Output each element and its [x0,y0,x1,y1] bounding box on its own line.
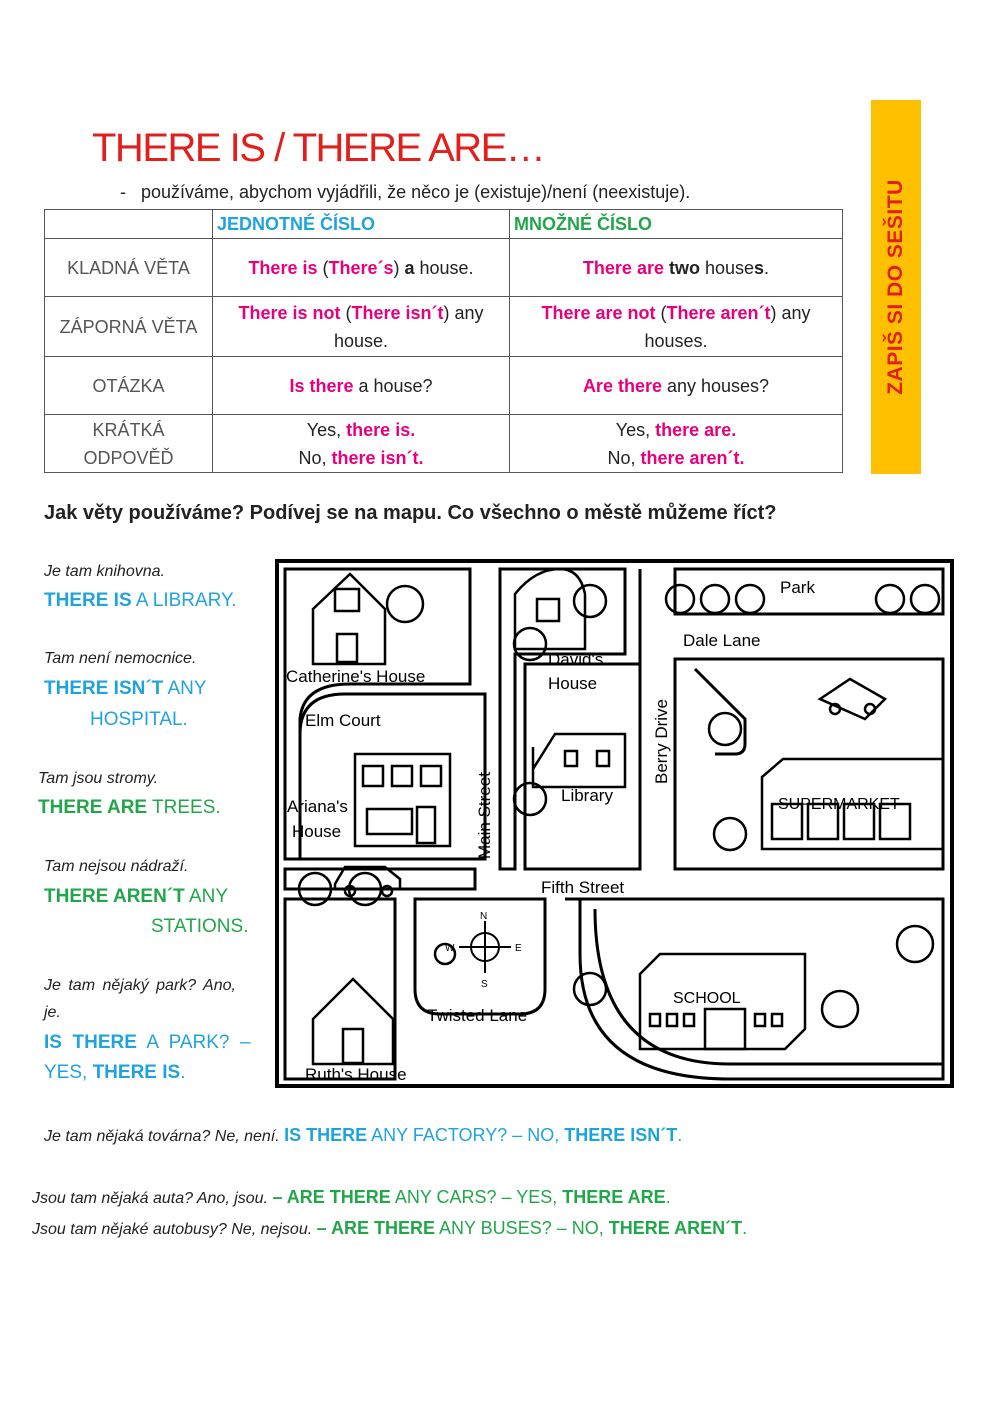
example-line: Jsou tam nějaká auta? Ano, jsou. – ARE THERE ANY CARS? – YES, THERE ARE. [32,1187,671,1207]
example-english: HOSPITAL. [90,709,188,730]
compass-e: E [515,943,522,954]
example-czech: Je tam nějaký park? Ano, [44,977,236,994]
block [565,899,943,1079]
map-label-supermarket: SUPERMARKET [778,796,900,813]
example-english: THERE IS A LIBRARY. [44,590,237,611]
ruths-house [313,979,393,1064]
compass-s: S [481,979,488,990]
map-label-main-street: Main Street [475,772,494,859]
map-label-catherine: Catherine's House [286,667,426,686]
catherines-house [313,574,385,664]
cell-question-plural: Are there any houses? [510,357,843,415]
example-english: THERE AREN´T ANY [44,886,229,907]
map-label-library: Library [561,786,613,805]
example-czech: Tam není nemocnice. [44,650,197,667]
map-label-davids: David's [548,650,604,669]
example-line: Je tam nějaká továrna? Ne, není. IS THERE ANY FACTORY? – NO, THERE ISN´T. [44,1125,683,1145]
cell-question-singular: Is there a house? [213,357,510,415]
town-map [275,559,955,1089]
map-label-twisted-lane: Twisted Lane [427,1006,528,1025]
example-czech: Tam nejsou nádraží. [44,858,189,875]
side-note: ZAPIŠ SI DO SEŠITU [884,179,907,395]
cell-short-singular: Yes, there is. No, there isn´t. [213,415,510,473]
page-title: THERE IS / THERE ARE… [92,126,545,170]
map-label-davids: House [548,674,598,693]
library-building [533,734,625,787]
header-singular: JEDNOTNÉ ČÍSLO [213,210,510,239]
table-row [45,357,843,415]
table-corner [45,210,213,239]
map-label-dale-lane: Dale Lane [683,631,761,650]
example-english: THERE ARE TREES. [38,797,221,818]
map-label-ruth: Ruth's House [305,1065,407,1084]
row-label: ZÁPORNÁ VĚTA [45,297,213,357]
example-czech: Je tam knihovna. [44,563,165,580]
compass-n: N [480,911,488,922]
header-plural: MNOŽNÉ ČÍSLO [510,210,843,239]
block [285,899,395,1079]
example-english: THERE ISN´T ANY [44,678,207,699]
cell-short-plural: Yes, there are. No, there aren´t. [510,415,843,473]
cell-positive-singular: There is (There´s) a house. [213,239,510,297]
road-edge [595,909,943,1064]
parking [695,669,745,754]
map-label-school: SCHOOL [673,990,741,1007]
example-english: IS THERE A PARK? – [44,1032,251,1053]
compass-icon [459,921,511,973]
table-row [45,210,843,239]
map-label-fifth-street: Fifth Street [541,878,625,897]
table-row [45,415,843,473]
car-icon [820,679,885,719]
example-english: STATIONS. [151,916,249,937]
map-label-ariana: Ariana's [287,797,348,816]
grammar-table [44,209,843,473]
car-icon [335,867,400,896]
map-label-ariana: House [292,822,342,841]
example-czech: je. [44,1004,61,1021]
row-label: KRÁTKÁ ODPOVĚĎ [45,415,213,473]
cell-negative-plural: There are not (There aren´t) any houses. [510,297,843,357]
table-row [45,297,843,357]
arianas-house [355,754,450,846]
block [500,569,625,869]
map-label-berry-drive: Berry Drive [652,698,671,784]
cell-negative-singular: There is not (There isn´t) any house. [213,297,510,357]
cell-positive-plural: There are two houses. [510,239,843,297]
map-question: Jak věty používáme? Podívej se na mapu. Co všechno o městě můžeme říct? [44,502,777,524]
row-label: KLADNÁ VĚTA [45,239,213,297]
row-label: OTÁZKA [45,357,213,415]
compass-w: W [445,943,455,954]
example-czech: Tam jsou stromy. [38,770,159,787]
map-label-park: Park [780,578,815,597]
davids-house [515,569,585,649]
subtitle: - používáme, abychom vyjádřili, že něco je (existuje)/není (neexistuje). [120,182,691,202]
table-row [45,239,843,297]
example-line: Jsou tam nějaké autobusy? Ne, nejsou. – ARE THERE ANY BUSES? – NO, THERE AREN´T. [32,1218,748,1238]
example-english: YES, THERE IS. [44,1062,186,1083]
map-label-elm-court: Elm Court [305,711,381,730]
side-banner [871,100,921,474]
